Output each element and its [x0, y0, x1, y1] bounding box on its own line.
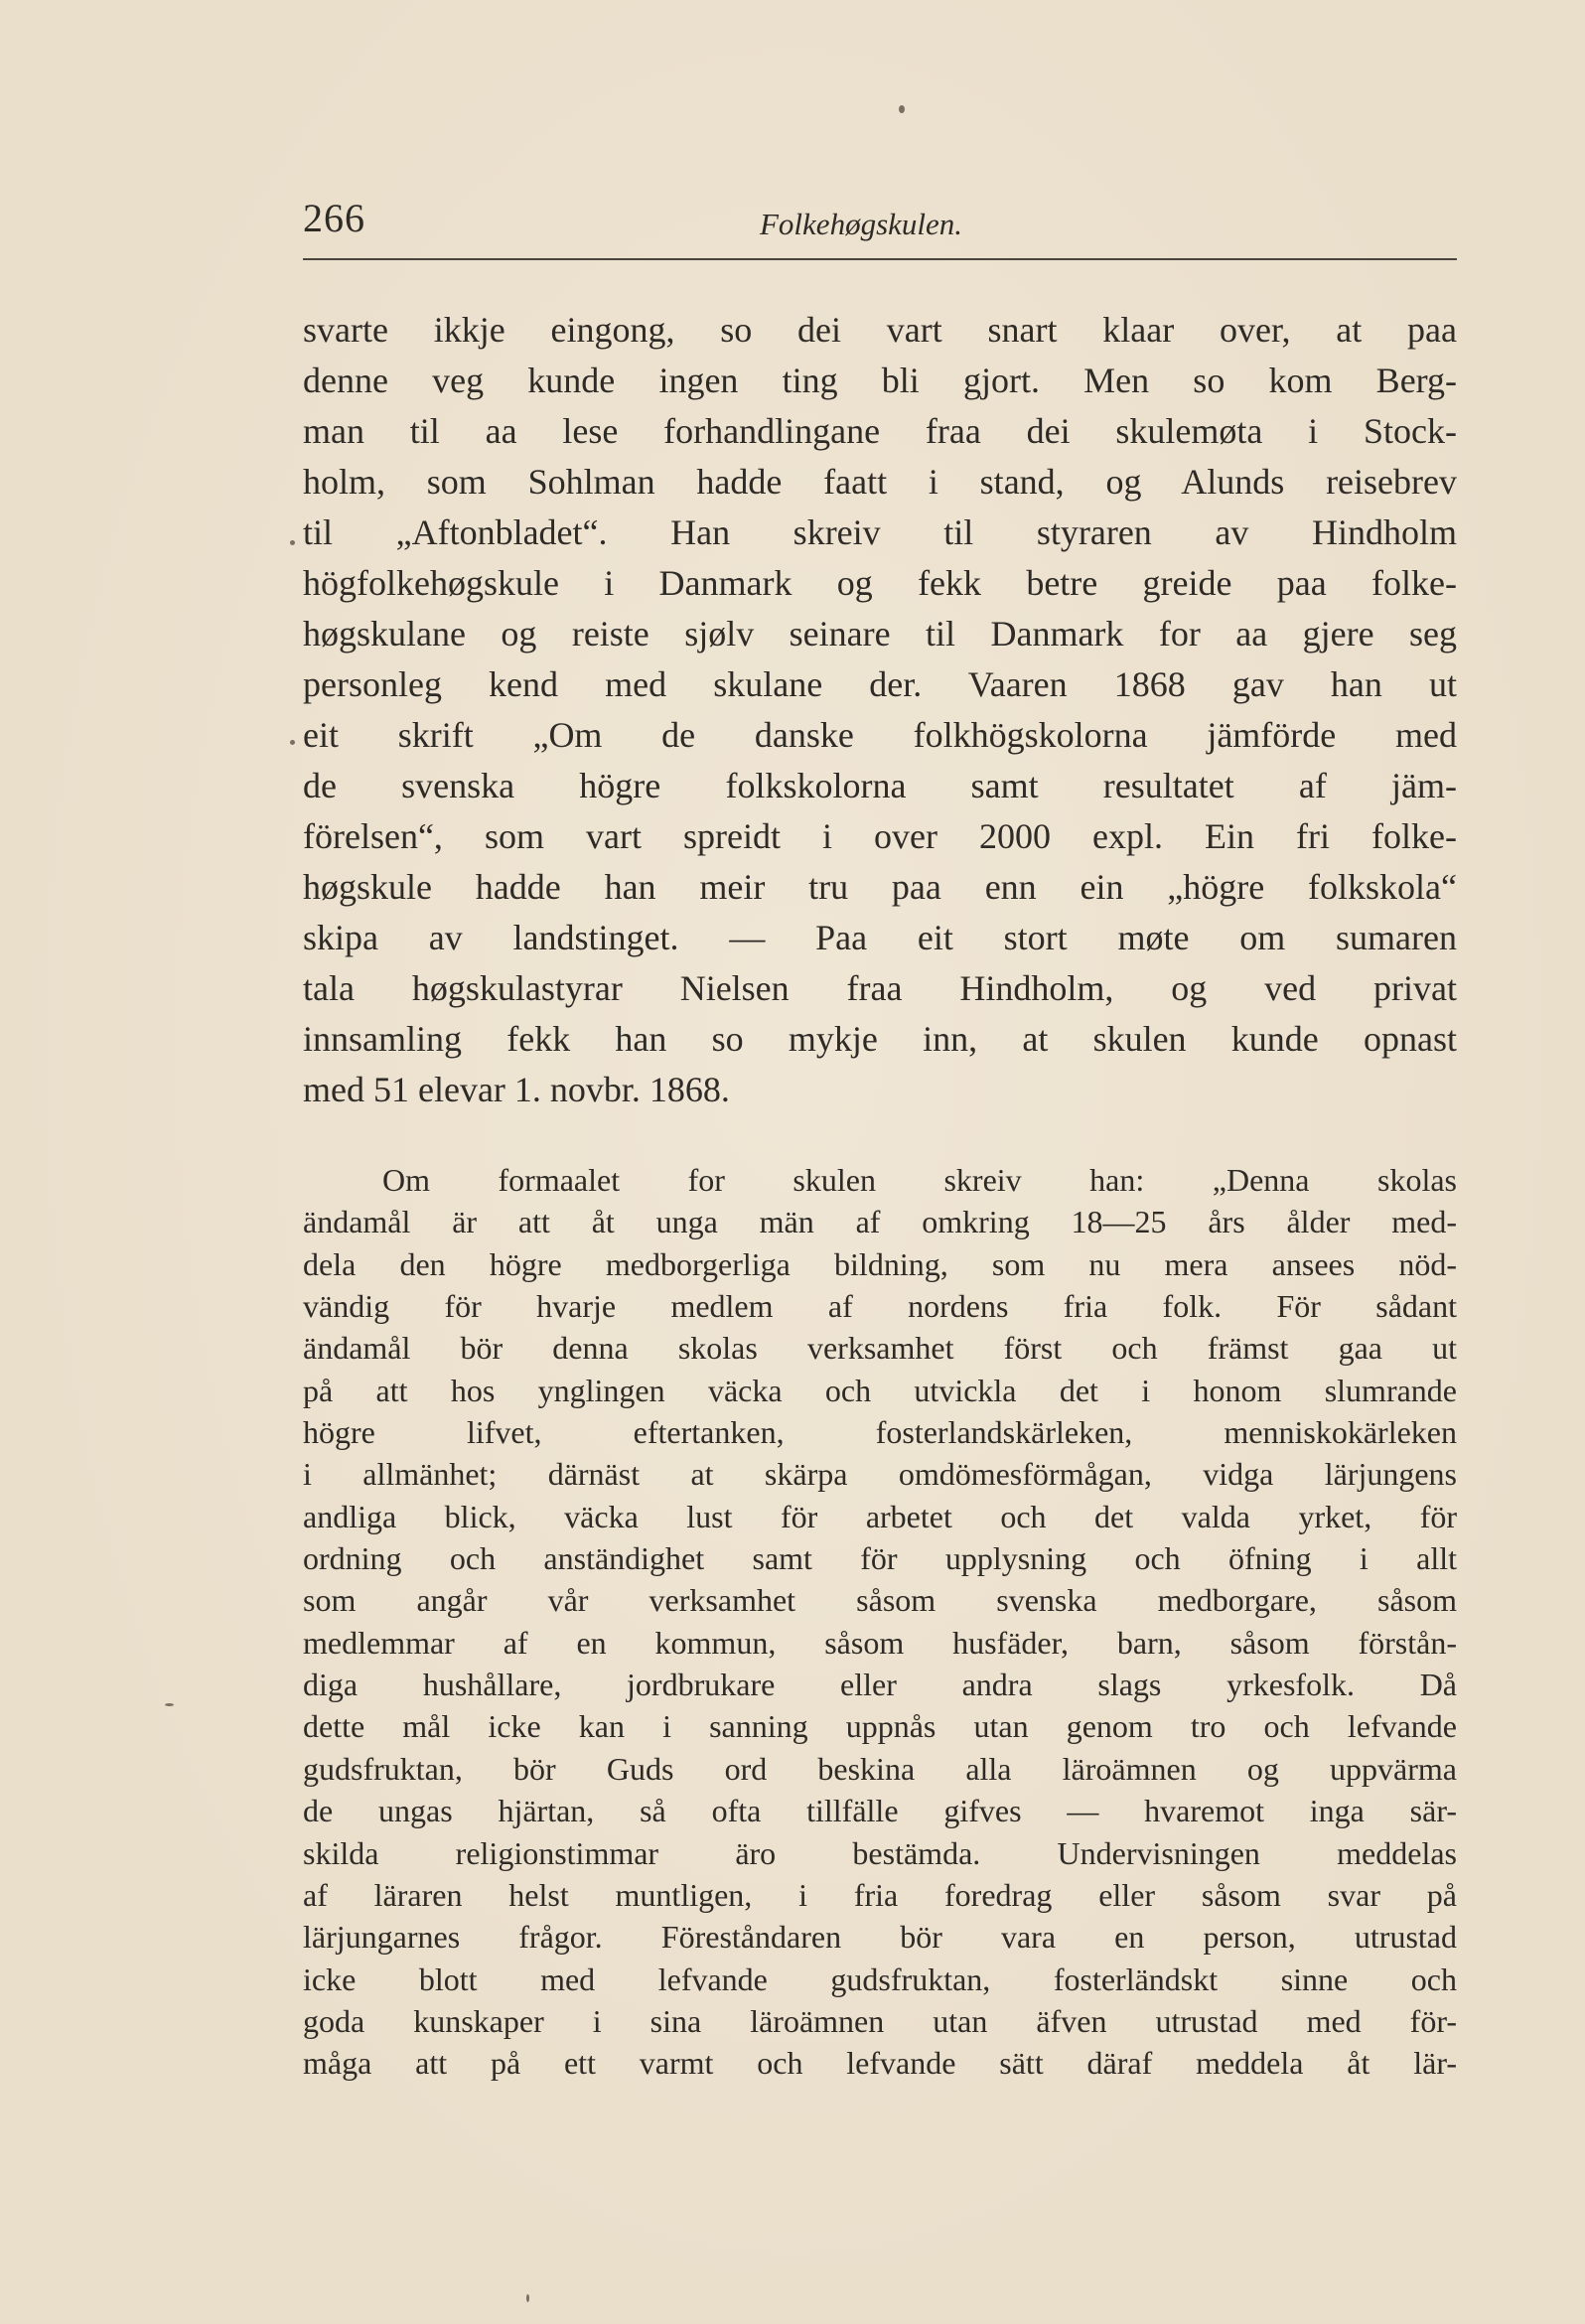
text-line: vändig för hvarje medlem af nordens fria folk. För sådant	[303, 1288, 1457, 1325]
page-number: 266	[303, 196, 365, 240]
text-line: personleg kend med skulane der. Vaaren 1868 gav han ut	[303, 664, 1457, 704]
running-head	[303, 195, 1457, 256]
text-line: af läraren helst muntligen, i fria foredrag eller såsom svar på	[303, 1876, 1457, 1913]
text-line: medlemmar af en kommun, såsom husfäder, barn, såsom förstån-	[303, 1624, 1457, 1661]
paragraph-1	[303, 305, 1457, 1115]
text-line: diga hushållare, jordbrukare eller andra slags yrkesfolk. Då	[303, 1667, 1457, 1703]
text-line: skipa av landstinget. — Paa eit stort møte om sumaren	[303, 918, 1457, 957]
speck	[290, 740, 295, 745]
text-line: Om formaalet for skulen skreiv han: „Denna skolas	[382, 1162, 1457, 1198]
text-line: skilda religionstimmar äro bestämda. Undervisningen meddelas	[303, 1834, 1457, 1871]
text-line: dette mål icke kan i sanning uppnås utan genom tro och lefvande	[303, 1708, 1457, 1745]
text-line: högre lifvet, eftertanken, fosterlandskärleken, menniskokärleken	[303, 1414, 1457, 1451]
text-line: høgskule hadde han meir tru paa enn ein „högre folkskola“	[303, 867, 1457, 907]
paragraph-2-quotation	[303, 1159, 1457, 2085]
text-line: man til aa lese forhandlingane fraa dei skulemøta i Stock-	[303, 411, 1457, 451]
text-line: dela den högre medborgerliga bildning, som nu mera ansees nöd-	[303, 1245, 1457, 1282]
running-title: Folkehøgskulen.	[760, 207, 963, 241]
header-rule	[303, 258, 1457, 260]
text-line: holm, som Sohlman hadde faatt i stand, og Alunds reisebrev	[303, 462, 1457, 502]
text-line: de svenska högre folkskolorna samt resultatet af jäm-	[303, 766, 1457, 805]
text-line: som angår vår verksamhet såsom svenska medborgare, såsom	[303, 1582, 1457, 1619]
body-text	[303, 305, 1457, 2085]
text-line: høgskulane og reiste sjølv seinare til Danmark for aa gjere seg	[303, 614, 1457, 654]
speck	[899, 105, 905, 113]
text-line: denne veg kunde ingen ting bli gjort. Men so kom Berg-	[303, 361, 1457, 400]
text-line: förelsen“, som vart spreidt i over 2000 expl. Ein fri folke-	[303, 816, 1457, 856]
text-line: lärjungarnes frågor. Föreståndaren bör vara en person, utrustad	[303, 1919, 1457, 1956]
text-line: ändamål bör denna skolas verksamhet först och främst gaa ut	[303, 1330, 1457, 1367]
text-line: gudsfruktan, bör Guds ord beskina alla läroämnen og uppvärma	[303, 1750, 1457, 1787]
text-line: de ungas hjärtan, så ofta tillfälle gifves — hvaremot inga sär-	[303, 1793, 1457, 1829]
text-line: goda kunskaper i sina läroämnen utan äfven utrustad med för-	[303, 2002, 1457, 2039]
text-line: icke blott med lefvande gudsfruktan, fosterländskt sinne och	[303, 1961, 1457, 1997]
speck	[165, 1703, 174, 1706]
text-line: ändamål är att åt unga män af omkring 18—25 års ålder med-	[303, 1204, 1457, 1240]
speck	[290, 540, 295, 545]
text-line: svarte ikkje eingong, so dei vart snart klaar over, at paa	[303, 310, 1457, 350]
text-line: andliga blick, väcka lust för arbetet och det valda yrket, för	[303, 1498, 1457, 1534]
text-line: på att hos ynglingen väcka och utvickla det i honom slumrande	[303, 1372, 1457, 1408]
text-line: til „Aftonbladet“. Han skreiv til styraren av Hindholm	[303, 512, 1457, 552]
text-line: högfolkehøgskule i Danmark og fekk betre greide paa folke-	[303, 563, 1457, 603]
text-line: måga att på ett varmt och lefvande sätt däraf meddela åt lär-	[303, 2045, 1457, 2082]
text-line: innsamling fekk han so mykje inn, at skulen kunde opnast	[303, 1019, 1457, 1059]
speck	[526, 2294, 529, 2302]
text-line: tala høgskulastyrar Nielsen fraa Hindholm, og ved privat	[303, 968, 1457, 1008]
text-line: med 51 elevar 1. novbr. 1868.	[303, 1070, 730, 1109]
text-line: eit skrift „Om de danske folkhögskolorna jämförde med	[303, 715, 1457, 755]
text-line: i allmänhet; därnäst at skärpa omdömesförmågan, vidga lärjungens	[303, 1456, 1457, 1493]
text-line: ordning och anständighet samt för upplysning och öfning i allt	[303, 1540, 1457, 1577]
